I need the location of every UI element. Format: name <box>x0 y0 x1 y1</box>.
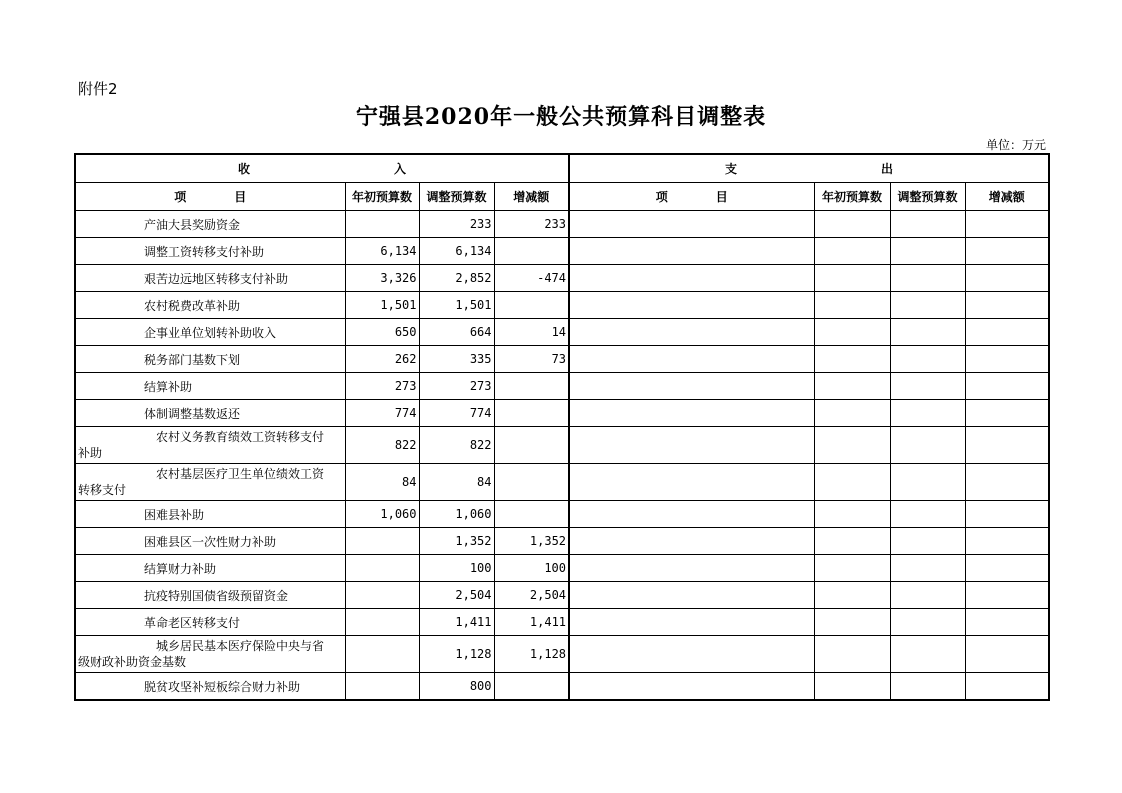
income-item-cell: 调整工资转移支付补助 <box>75 238 345 265</box>
expense-item-cell <box>569 373 814 400</box>
expense-item-cell <box>569 346 814 373</box>
income-item-cell: 困难县补助 <box>75 501 345 528</box>
income-change-cell: 2,504 <box>494 582 569 609</box>
income-initial-cell: 273 <box>345 373 419 400</box>
income-initial-cell: 262 <box>345 346 419 373</box>
expense-initial-cell <box>814 400 890 427</box>
expense-initial-cell <box>814 319 890 346</box>
expense-initial-cell <box>814 528 890 555</box>
attachment-label: 附件2 <box>78 80 118 98</box>
income-adjusted-cell: 1,411 <box>419 609 494 636</box>
income-initial-cell <box>345 609 419 636</box>
income-initial-cell <box>345 673 419 701</box>
expense-item-cell <box>569 609 814 636</box>
expense-header: 支 出 <box>569 154 1049 183</box>
expense-item-cell <box>569 528 814 555</box>
income-change-cell: 73 <box>494 346 569 373</box>
expense-adjusted-cell <box>890 609 965 636</box>
income-adjusted-cell: 800 <box>419 673 494 701</box>
expense-adjusted-cell <box>890 319 965 346</box>
income-adjusted-cell: 2,504 <box>419 582 494 609</box>
income-adjusted-header: 调整预算数 <box>419 183 494 211</box>
income-initial-cell: 84 <box>345 464 419 501</box>
expense-adjusted-cell <box>890 211 965 238</box>
income-adjusted-cell: 664 <box>419 319 494 346</box>
expense-initial-cell <box>814 211 890 238</box>
income-change-cell: 1,411 <box>494 609 569 636</box>
expense-item-cell <box>569 501 814 528</box>
expense-initial-cell <box>814 582 890 609</box>
expense-adjusted-cell <box>890 673 965 701</box>
income-change-cell <box>494 427 569 464</box>
expense-adjusted-cell <box>890 346 965 373</box>
income-initial-cell: 650 <box>345 319 419 346</box>
expense-change-cell <box>965 582 1049 609</box>
expense-item-cell <box>569 400 814 427</box>
section-header-row <box>75 154 1049 183</box>
income-item-cell <box>75 636 345 673</box>
income-initial-header: 年初预算数 <box>345 183 419 211</box>
expense-initial-cell <box>814 238 890 265</box>
table-row <box>75 292 1049 319</box>
income-initial-cell <box>345 211 419 238</box>
expense-initial-cell <box>814 673 890 701</box>
expense-change-cell <box>965 464 1049 501</box>
income-initial-cell: 822 <box>345 427 419 464</box>
income-item-cell: 体制调整基数返还 <box>75 400 345 427</box>
income-change-cell <box>494 238 569 265</box>
expense-change-cell <box>965 427 1049 464</box>
expense-initial-cell <box>814 464 890 501</box>
income-adjusted-cell: 84 <box>419 464 494 501</box>
unit-label: 单位：万元 <box>985 138 1046 152</box>
expense-adjusted-cell <box>890 528 965 555</box>
income-adjusted-cell: 1,501 <box>419 292 494 319</box>
table-row <box>75 319 1049 346</box>
income-adjusted-cell: 335 <box>419 346 494 373</box>
expense-adjusted-cell <box>890 427 965 464</box>
income-initial-cell <box>345 555 419 582</box>
income-change-cell <box>494 673 569 701</box>
income-item-cell: 革命老区转移支付 <box>75 609 345 636</box>
expense-change-cell <box>965 211 1049 238</box>
expense-adjusted-cell <box>890 373 965 400</box>
income-change-cell: 14 <box>494 319 569 346</box>
expense-initial-cell <box>814 427 890 464</box>
income-initial-cell: 774 <box>345 400 419 427</box>
income-header: 收 入 <box>75 154 569 183</box>
expense-change-cell <box>965 501 1049 528</box>
table-row <box>75 636 1049 673</box>
expense-item-header: 项 目 <box>569 183 814 211</box>
income-change-cell <box>494 400 569 427</box>
expense-item-cell <box>569 265 814 292</box>
expense-item-cell <box>569 582 814 609</box>
expense-change-cell <box>965 319 1049 346</box>
income-change-cell: 1,352 <box>494 528 569 555</box>
income-item-cell <box>75 427 345 464</box>
expense-change-cell <box>965 609 1049 636</box>
expense-adjusted-cell <box>890 555 965 582</box>
income-change-cell: 100 <box>494 555 569 582</box>
expense-item-cell <box>569 292 814 319</box>
expense-item-cell <box>569 464 814 501</box>
income-initial-cell <box>345 528 419 555</box>
income-change-cell <box>494 373 569 400</box>
income-change-header: 增减额 <box>494 183 569 211</box>
income-initial-cell: 1,060 <box>345 501 419 528</box>
item-line-1: 农村基层医疗卫生单位绩效工资 <box>156 467 325 481</box>
expense-change-cell <box>965 636 1049 673</box>
table-row <box>75 582 1049 609</box>
expense-change-cell <box>965 373 1049 400</box>
table-row <box>75 211 1049 238</box>
table-row <box>75 400 1049 427</box>
expense-adjusted-cell <box>890 400 965 427</box>
expense-change-cell <box>965 238 1049 265</box>
income-item-cell: 企事业单位划转补助收入 <box>75 319 345 346</box>
expense-adjusted-cell <box>890 464 965 501</box>
income-change-cell <box>494 292 569 319</box>
expense-adjusted-header: 调整预算数 <box>890 183 965 211</box>
expense-initial-cell <box>814 292 890 319</box>
expense-adjusted-cell <box>890 238 965 265</box>
income-change-cell <box>494 464 569 501</box>
income-initial-cell: 3,326 <box>345 265 419 292</box>
income-adjusted-cell: 6,134 <box>419 238 494 265</box>
expense-item-cell <box>569 238 814 265</box>
table-row <box>75 673 1049 701</box>
income-adjusted-cell: 233 <box>419 211 494 238</box>
income-item-header: 项 目 <box>75 183 345 211</box>
item-line-1: 城乡居民基本医疗保险中央与省 <box>156 639 325 653</box>
income-initial-cell: 6,134 <box>345 238 419 265</box>
income-change-cell: 233 <box>494 211 569 238</box>
expense-item-cell <box>569 636 814 673</box>
table-row <box>75 464 1049 501</box>
income-change-cell: -474 <box>494 265 569 292</box>
expense-adjusted-cell <box>890 501 965 528</box>
income-item-cell: 产油大县奖励资金 <box>75 211 345 238</box>
expense-initial-cell <box>814 501 890 528</box>
income-adjusted-cell: 273 <box>419 373 494 400</box>
income-item-cell <box>75 464 345 501</box>
income-initial-cell <box>345 582 419 609</box>
income-change-cell <box>494 501 569 528</box>
income-adjusted-cell: 1,352 <box>419 528 494 555</box>
expense-change-cell <box>965 346 1049 373</box>
income-initial-cell: 1,501 <box>345 292 419 319</box>
table-row <box>75 555 1049 582</box>
income-adjusted-cell: 1,060 <box>419 501 494 528</box>
expense-item-cell <box>569 211 814 238</box>
income-adjusted-cell: 100 <box>419 555 494 582</box>
expense-change-header: 增减额 <box>965 183 1049 211</box>
expense-initial-cell <box>814 265 890 292</box>
expense-adjusted-cell <box>890 582 965 609</box>
item-line-2: 转移支付 <box>78 483 127 497</box>
income-adjusted-cell: 1,128 <box>419 636 494 673</box>
income-adjusted-cell: 774 <box>419 400 494 427</box>
income-item-cell: 农村税费改革补助 <box>75 292 345 319</box>
table-row <box>75 238 1049 265</box>
income-item-cell: 税务部门基数下划 <box>75 346 345 373</box>
item-line-2: 级财政补助资金基数 <box>78 655 187 669</box>
table-row <box>75 346 1049 373</box>
income-item-cell: 抗疫特别国债省级预留资金 <box>75 582 345 609</box>
expense-item-cell <box>569 555 814 582</box>
expense-item-cell <box>569 673 814 701</box>
expense-initial-cell <box>814 636 890 673</box>
table-row <box>75 265 1049 292</box>
expense-change-cell <box>965 400 1049 427</box>
table-row <box>75 373 1049 400</box>
budget-table <box>74 153 1050 701</box>
table-row <box>75 501 1049 528</box>
expense-change-cell <box>965 265 1049 292</box>
expense-item-cell <box>569 427 814 464</box>
column-header-row <box>75 183 1049 211</box>
expense-adjusted-cell <box>890 292 965 319</box>
income-item-cell: 困难县区一次性财力补助 <box>75 528 345 555</box>
expense-initial-cell <box>814 346 890 373</box>
income-change-cell: 1,128 <box>494 636 569 673</box>
income-item-cell: 结算财力补助 <box>75 555 345 582</box>
income-item-cell: 艰苦边远地区转移支付补助 <box>75 265 345 292</box>
table-row <box>75 427 1049 464</box>
expense-initial-cell <box>814 373 890 400</box>
item-line-1: 农村义务教育绩效工资转移支付 <box>156 430 325 444</box>
expense-adjusted-cell <box>890 265 965 292</box>
expense-adjusted-cell <box>890 636 965 673</box>
expense-change-cell <box>965 555 1049 582</box>
item-line-2: 补助 <box>78 446 103 460</box>
expense-initial-cell <box>814 555 890 582</box>
expense-change-cell <box>965 528 1049 555</box>
table-row <box>75 609 1049 636</box>
expense-initial-header: 年初预算数 <box>814 183 890 211</box>
expense-change-cell <box>965 292 1049 319</box>
income-adjusted-cell: 2,852 <box>419 265 494 292</box>
income-initial-cell <box>345 636 419 673</box>
income-item-cell: 脱贫攻坚补短板综合财力补助 <box>75 673 345 701</box>
income-item-cell: 结算补助 <box>75 373 345 400</box>
expense-initial-cell <box>814 609 890 636</box>
page-title: 宁强县2020年一般公共预算科目调整表 <box>355 104 767 130</box>
expense-change-cell <box>965 673 1049 701</box>
income-adjusted-cell: 822 <box>419 427 494 464</box>
table-row <box>75 528 1049 555</box>
expense-item-cell <box>569 319 814 346</box>
